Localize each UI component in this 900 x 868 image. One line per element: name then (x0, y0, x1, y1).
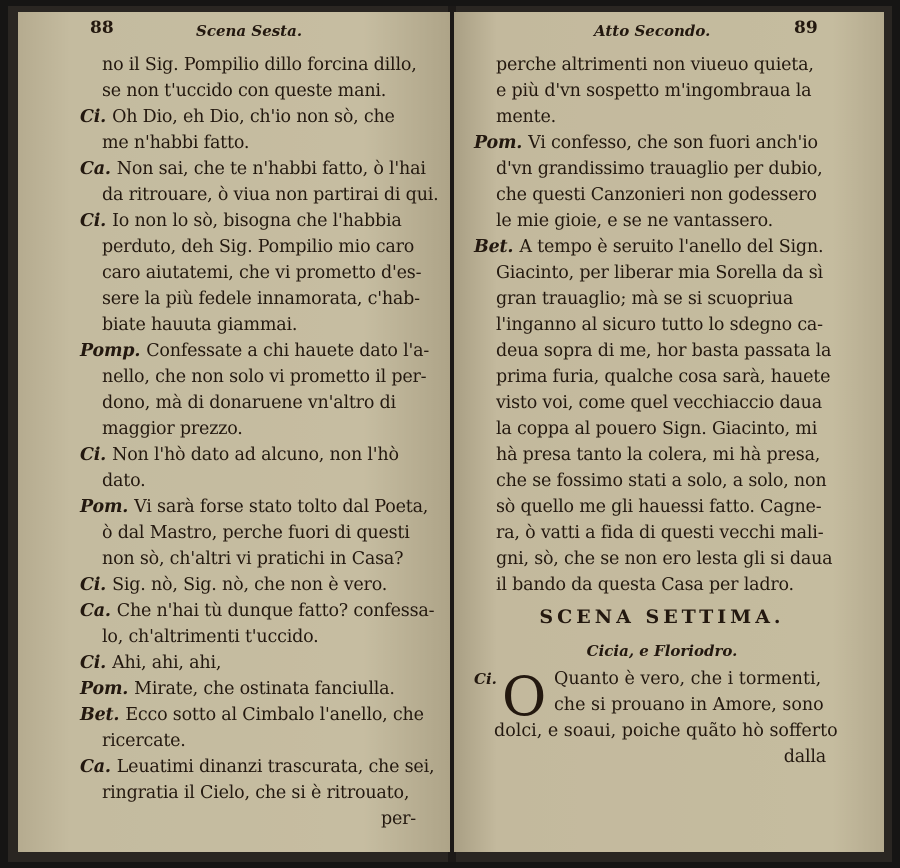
opening-line-text: che si prouano in Amore, sono (554, 695, 824, 715)
speaker-label: Pom. (80, 679, 129, 699)
left-page (18, 12, 450, 852)
text-line (474, 494, 850, 520)
line-text: Che n'hai tù dunque fatto? confessa- (116, 601, 435, 621)
text-line (80, 494, 440, 520)
line-text: il bando da questa Casa per ladro. (496, 575, 794, 595)
text-line (80, 598, 440, 624)
text-line (474, 260, 850, 286)
speaker-label: Bet. (80, 705, 120, 725)
speaker-label: Ca. (80, 601, 111, 621)
line-text: che questi Canzonieri non godessero (496, 185, 817, 205)
left-page-header (18, 12, 450, 40)
text-line (474, 234, 850, 260)
text-line (474, 364, 850, 390)
text-line (80, 104, 440, 130)
line-text: prima furia, qualche cosa sarà, hauete (496, 367, 831, 387)
line-text: ringratia il Cielo, che si è ritrouato, (102, 783, 410, 803)
line-text: sò quello me gli hauessi fatto. Cagne- (496, 497, 822, 517)
text-line (474, 130, 850, 156)
right-running-title: Atto Secondo. (594, 22, 711, 40)
speaker-label: Ca. (80, 757, 111, 777)
left-running-title: Scena Sesta. (196, 22, 303, 40)
opening-line-text: Quanto è vero, che i tormenti, (554, 669, 822, 689)
line-text: dato. (102, 471, 146, 491)
line-text: Leuatimi dinanzi trascurata, che sei, (116, 757, 435, 777)
text-line (80, 754, 440, 780)
line-text: non sò, ch'altri vi pratichi in Casa? (102, 549, 404, 569)
text-line (80, 546, 440, 572)
text-line (80, 520, 440, 546)
line-text: ò dal Mastro, perche fuori di questi (102, 523, 410, 543)
line-text: perduto, deh Sig. Pompilio mio caro (102, 237, 415, 257)
text-line (80, 286, 440, 312)
line-text: Ecco sotto al Cimbalo l'anello, che (125, 705, 424, 725)
text-line (80, 468, 440, 494)
text-line (80, 338, 440, 364)
left-catchword: per- (380, 809, 416, 829)
text-line (80, 260, 440, 286)
text-line (80, 390, 440, 416)
line-text: Sig. nò, Sig. nò, che non è vero. (112, 575, 388, 595)
text-line (474, 416, 850, 442)
line-text: Vi sarà forse stato tolto dal Poeta, (134, 497, 429, 517)
opening-line-2 (474, 692, 850, 718)
text-line (474, 208, 850, 234)
text-line (80, 364, 440, 390)
speaker-label: Pom. (80, 497, 129, 517)
line-text: visto voi, come quel vecchiaccio daua (496, 393, 822, 413)
text-line (80, 130, 440, 156)
text-line (80, 572, 440, 598)
opening-line-3 (474, 718, 850, 744)
right-page-dialogue (474, 52, 850, 598)
line-text: Non l'hò dato ad alcuno, non l'hò (112, 445, 399, 465)
line-text: deua sopra di me, hor basta passata la (496, 341, 832, 361)
line-text: l'inganno al sicuro tutto lo sdegno ca- (496, 315, 823, 335)
text-line (80, 676, 440, 702)
text-line (80, 78, 440, 104)
scene-opening (474, 666, 850, 744)
line-text: me n'habbi fatto. (102, 133, 250, 153)
text-line (474, 442, 850, 468)
line-text: hà presa tanto la colera, mi hà presa, (496, 445, 821, 465)
scene-characters: Cicia, e Floriodro. (586, 642, 738, 660)
text-line (80, 728, 440, 754)
line-text: Mirate, che ostinata fanciulla. (134, 679, 395, 699)
right-page-number: 89 (794, 18, 818, 38)
line-text: Vi confesso, che son fuori anch'io (528, 133, 818, 153)
speaker-label: Ci. (80, 653, 107, 673)
line-text: perche altrimenti non viueuo quieta, (496, 55, 814, 75)
text-line (80, 52, 440, 78)
right-page-header (454, 12, 884, 40)
scene-title: SCENA SETTIMA. (539, 606, 785, 628)
line-text: Ahi, ahi, ahi, (112, 653, 222, 673)
line-text: mente. (496, 107, 556, 127)
text-line (474, 182, 850, 208)
speaker-label: Ci. (80, 107, 107, 127)
line-text: ricercate. (102, 731, 186, 751)
line-text: sere la più fedele innamorata, c'hab- (102, 289, 420, 309)
text-line (80, 234, 440, 260)
text-line (80, 208, 440, 234)
drop-cap: O (502, 665, 547, 728)
text-line (474, 468, 850, 494)
text-line (80, 312, 440, 338)
line-text: biate hauuta giammai. (102, 315, 298, 335)
line-text: le mie gioie, e se ne vantassero. (496, 211, 773, 231)
line-text: Oh Dio, eh Dio, ch'io non sò, che (112, 107, 395, 127)
left-page-number: 88 (90, 18, 114, 38)
right-page (454, 12, 884, 852)
line-text: Non sai, che te n'habbi fatto, ò l'hai (116, 159, 426, 179)
left-page-text (80, 52, 440, 832)
text-line (474, 312, 850, 338)
line-text: se non t'uccido con queste mani. (102, 81, 387, 101)
text-line (474, 78, 850, 104)
text-line (80, 442, 440, 468)
line-text: nello, che non solo vi prometto il per- (102, 367, 427, 387)
line-text: Io non lo sò, bisogna che l'habbia (112, 211, 402, 231)
opening-line-text: dolci, e soaui, poiche quãto hò sofferto (494, 721, 838, 741)
speaker-label: Ca. (80, 159, 111, 179)
text-line (80, 650, 440, 676)
book-spread (8, 6, 892, 862)
text-line (474, 572, 850, 598)
line-text: Giacinto, per liberar mia Sorella da sì (496, 263, 823, 283)
line-text: la coppa al pouero Sign. Giacinto, mi (496, 419, 818, 439)
line-text: ra, ò vatti a fida di questi vecchi mali- (496, 523, 824, 543)
text-line (474, 52, 850, 78)
line-text: d'vn grandissimo trauaglio per dubio, (496, 159, 823, 179)
line-text: da ritrouare, ò viua non partirai di qui. (102, 185, 439, 205)
text-line (80, 780, 440, 806)
text-line (80, 702, 440, 728)
line-text: lo, ch'altrimenti t'uccido. (102, 627, 319, 647)
line-text: che se fossimo stati a solo, a solo, non (496, 471, 827, 491)
line-text: gran trauaglio; mà se si scuopriua (496, 289, 794, 309)
speaker-label: Ci. (80, 575, 107, 595)
text-line (80, 156, 440, 182)
line-text: e più d'vn sospetto m'ingombraua la (496, 81, 812, 101)
line-text: A tempo è seruito l'anello del Sign. (519, 237, 824, 257)
line-text: maggior prezzo. (102, 419, 243, 439)
right-page-text (474, 52, 850, 770)
text-line (80, 624, 440, 650)
line-text: gni, sò, che se non ero lesta gli si daua (496, 549, 833, 569)
text-line (80, 416, 440, 442)
line-text: dono, mà di donaruene vn'altro di (102, 393, 396, 413)
speaker-label: Bet. (474, 237, 514, 257)
line-text: no il Sig. Pompilio dillo forcina dillo, (102, 55, 417, 75)
text-line (474, 338, 850, 364)
text-line (474, 104, 850, 130)
line-text: Confessate a chi hauete dato l'a- (146, 341, 430, 361)
text-line (474, 286, 850, 312)
right-catchword: dalla (783, 747, 826, 767)
text-line (80, 182, 440, 208)
opening-speaker: Ci. (474, 670, 497, 688)
text-line (474, 390, 850, 416)
text-line (474, 156, 850, 182)
speaker-label: Ci. (80, 445, 107, 465)
text-line (474, 546, 850, 572)
speaker-label: Pom. (474, 133, 523, 153)
line-text: caro aiutatemi, che vi prometto d'es- (102, 263, 422, 283)
speaker-label: Pomp. (80, 341, 141, 361)
text-line (474, 520, 850, 546)
speaker-label: Ci. (80, 211, 107, 231)
